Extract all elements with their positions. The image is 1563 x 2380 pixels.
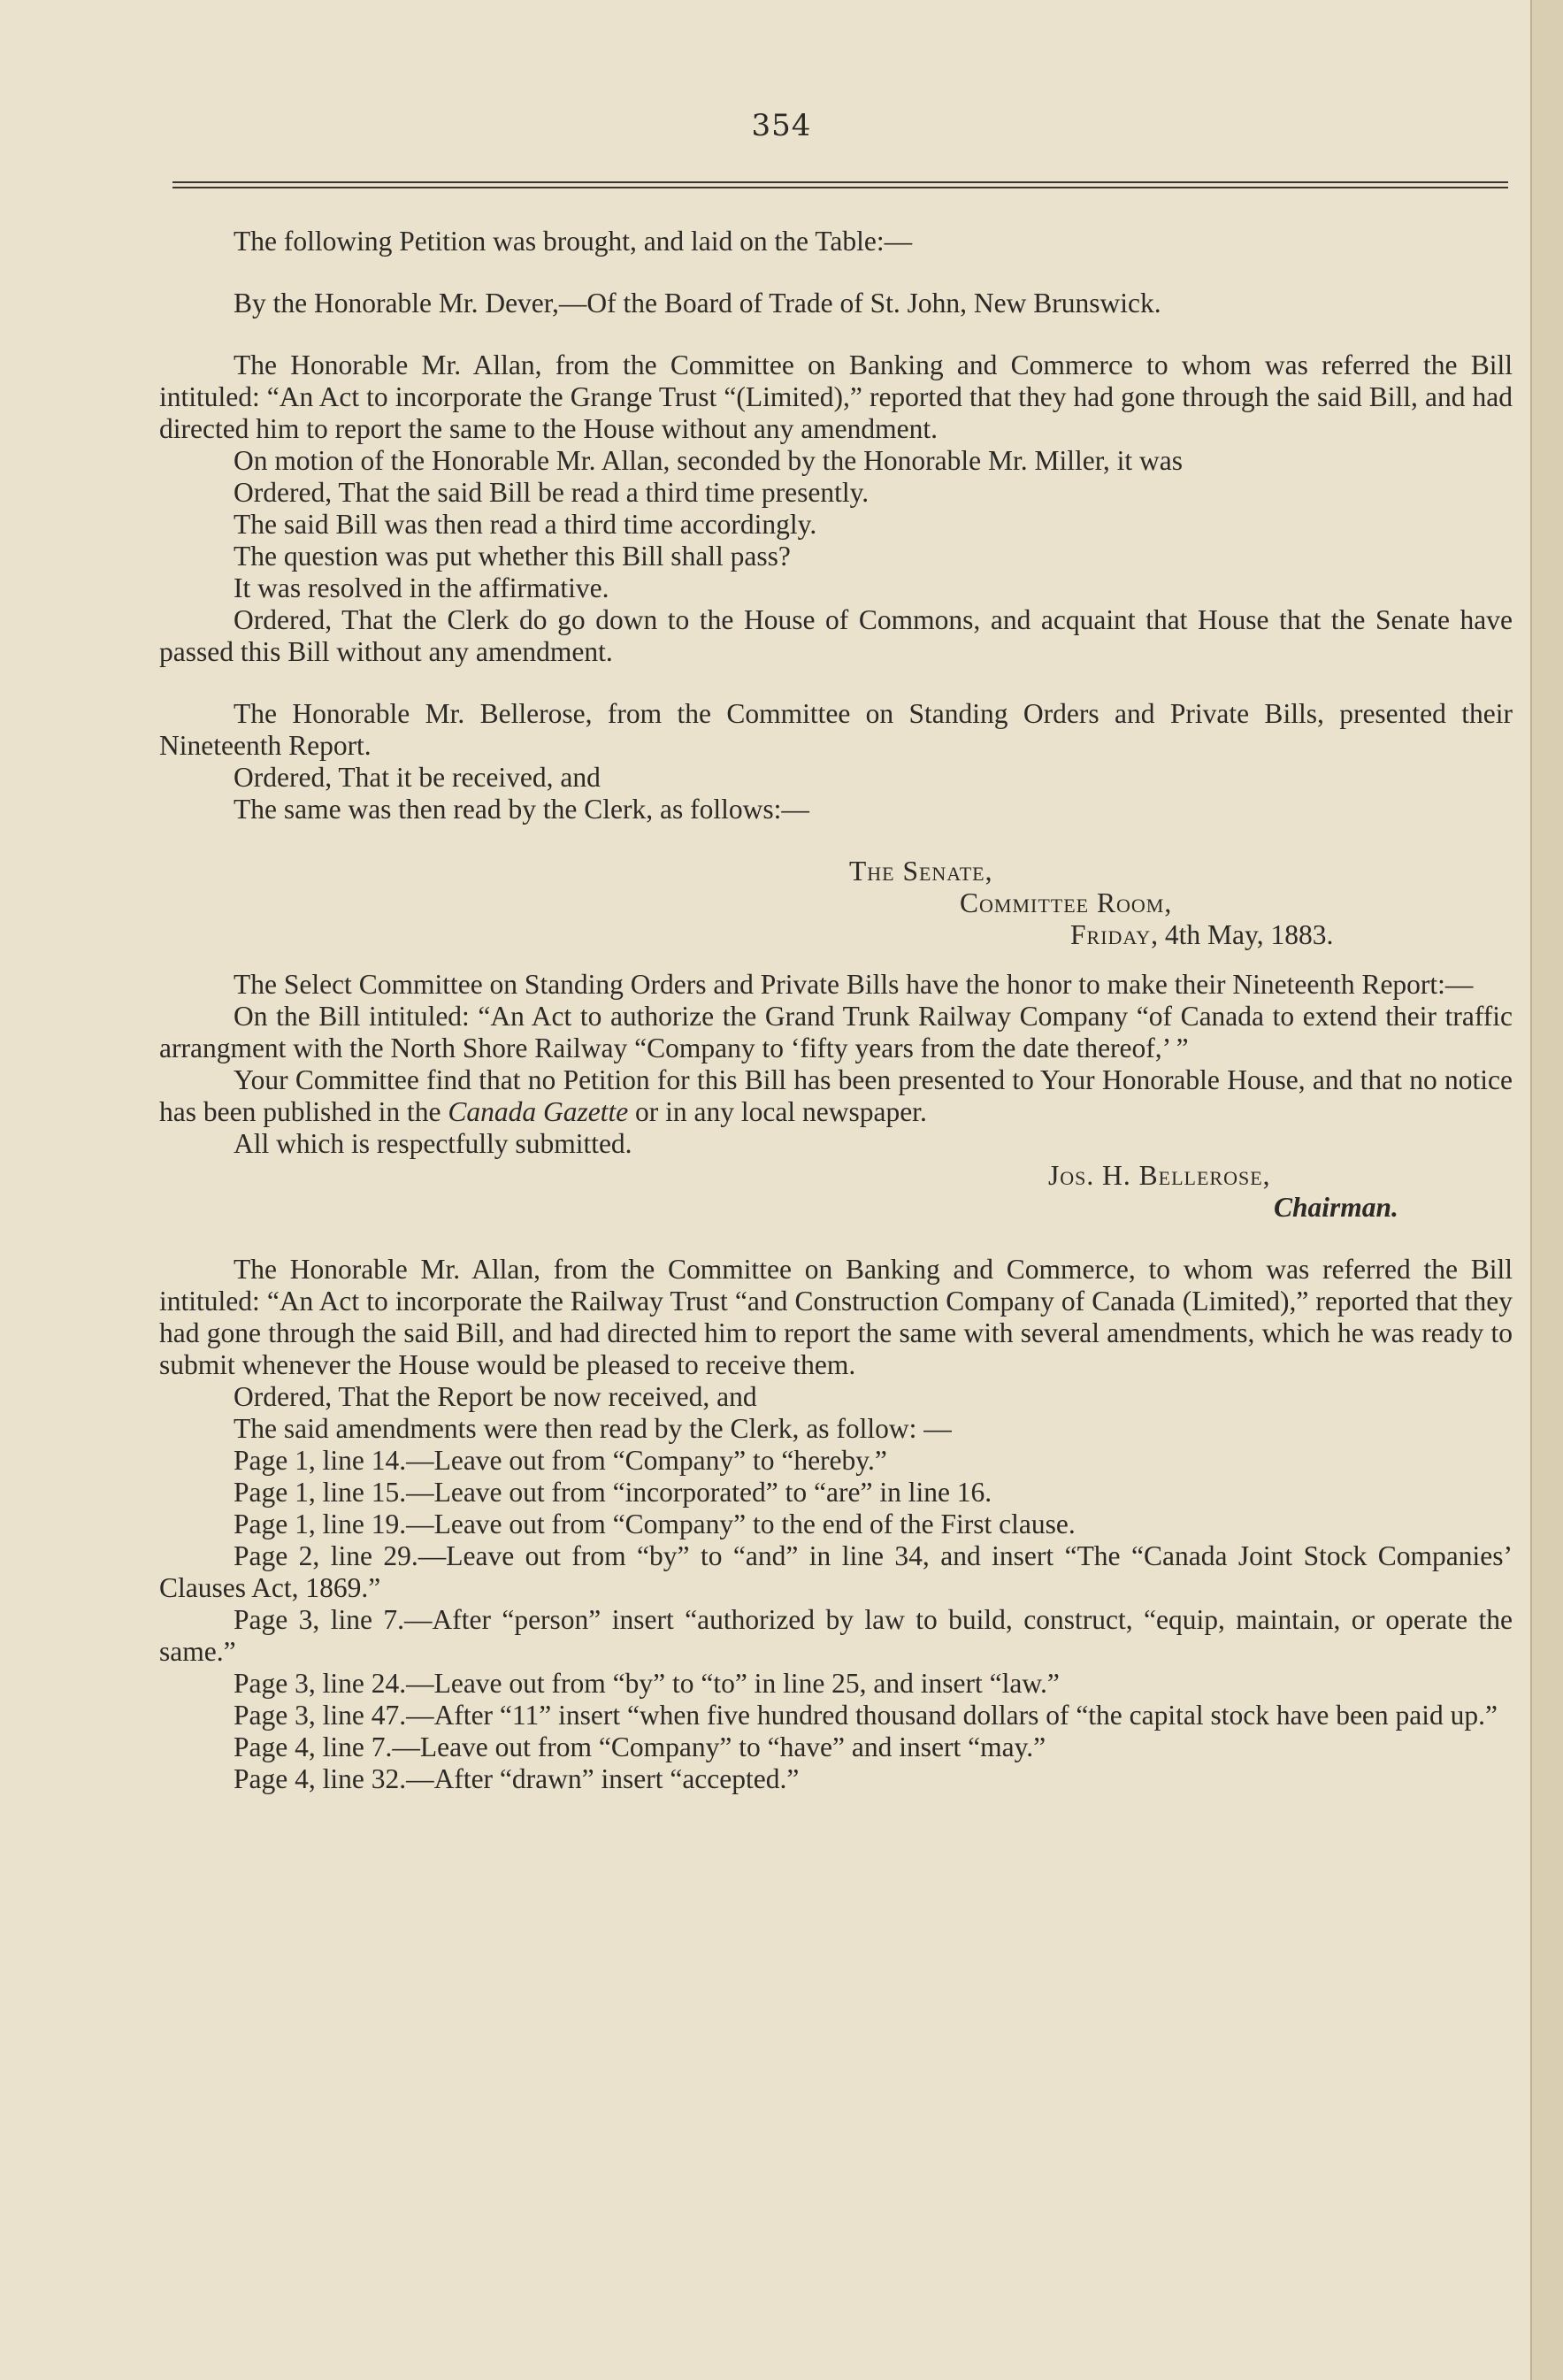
paragraph: On motion of the Honorable Mr. Allan, seconded by the Honorable Mr. Miller, it was	[234, 445, 1184, 476]
paragraph: Ordered, That it be received, and	[234, 762, 601, 793]
paragraph: The said Bill was then read a third time accordingly.	[234, 509, 817, 540]
signature-title: Chairman.	[1274, 1192, 1398, 1223]
paragraph: The said amendments were then read by the Clerk, as follow: —	[234, 1413, 952, 1444]
report-heading-senate: The Senate,	[849, 856, 993, 887]
report-day: Friday	[1070, 919, 1152, 950]
paragraph: On the Bill intituled: “An Act to authorize the Grand Trunk Railway Company “of Canada to extend their traffic arrangment with the North Shore Railway “Company to ‘fifty years from the date thereof,’ ”	[159, 1001, 1513, 1063]
header-rule-line	[172, 187, 1508, 188]
page-number: 354	[751, 108, 812, 143]
text-run: Your Committee find that no Petition for this Bill has been presented to Your Honorable House, and that no notice has been published in the	[159, 1064, 1513, 1127]
paragraph: All which is respectfully submitted.	[234, 1128, 632, 1159]
paragraph: The Honorable Mr. Bellerose, from the Committee on Standing Orders and Private Bills, presented their Nineteenth Report.	[159, 698, 1513, 761]
amendment-item: Page 1, line 15.—Leave out from “incorporated” to “are” in line 16.	[234, 1477, 992, 1508]
paragraph: Ordered, That the said Bill be read a third time presently.	[234, 477, 870, 508]
text-run: or in any local newspaper.	[628, 1096, 927, 1127]
amendment-item: Page 4, line 32.—After “drawn” insert “accepted.”	[234, 1763, 800, 1794]
amendment-item: Page 1, line 19.—Leave out from “Company” to the end of the First clause.	[234, 1509, 1076, 1539]
paragraph: The same was then read by the Clerk, as follows:—	[234, 794, 809, 825]
page-body	[159, 226, 1513, 1795]
paragraph: It was resolved in the affirmative.	[234, 572, 609, 603]
report-date: , 4th May, 1883.	[1151, 919, 1334, 950]
amendment-item: Page 3, line 24.—Leave out from “by” to “to” in line 25, and insert “law.”	[234, 1668, 1060, 1699]
report-heading-date	[159, 919, 1513, 951]
signature-name: Jos. H. Bellerose,	[1048, 1160, 1271, 1191]
report-heading-room: Committee Room,	[960, 887, 1173, 918]
paragraph	[159, 1064, 1513, 1128]
amendment-item: Page 1, line 14.—Leave out from “Company” to “hereby.”	[234, 1445, 887, 1476]
amendment-item: Page 3, line 7.—After “person” insert “authorized by law to build, construct, “equip, maintain, or operate the same.”	[159, 1604, 1513, 1667]
header-rule-line	[172, 181, 1508, 183]
amendment-item: Page 4, line 7.—Leave out from “Company” to “have” and insert “may.”	[234, 1731, 1046, 1762]
paragraph: By the Honorable Mr. Dever,—Of the Board of Trade of St. John, New Brunswick.	[234, 288, 1161, 319]
paragraph: The Select Committee on Standing Orders and Private Bills have the honor to make their Nineteenth Report:—	[234, 969, 1474, 1000]
amendment-item: Page 3, line 47.—After “11” insert “when five hundred thousand dollars of “the capital stock have been paid up.”	[234, 1700, 1498, 1731]
adjacent-page-edge	[1530, 0, 1563, 2380]
amendment-item: Page 2, line 29.—Leave out from “by” to “and” in line 34, and insert “The “Canada Joint Stock Companies’ Clauses Act, 1869.”	[159, 1540, 1513, 1603]
paragraph: Ordered, That the Clerk do go down to the House of Commons, and acquaint that House that the Senate have passed this Bill without any amendment.	[159, 604, 1513, 667]
publication-name: Canada Gazette	[448, 1096, 629, 1127]
paragraph: The following Petition was brought, and laid on the Table:—	[234, 226, 913, 257]
paragraph: Ordered, That the Report be now received, and	[234, 1381, 757, 1412]
paragraph: The Honorable Mr. Allan, from the Committee on Banking and Commerce, to whom was referred the Bill intituled: “An Act to incorporate the Railway Trust “and Construction Company of Canada (Limited),” reported that they had gone through the said Bill, and had directed him to report the same with several amendments, which he was ready to submit whenever the House would be pleased to receive them.	[159, 1254, 1513, 1380]
paragraph: The question was put whether this Bill shall pass?	[234, 541, 791, 572]
paragraph: The Honorable Mr. Allan, from the Committee on Banking and Commerce to whom was referred the Bill intituled: “An Act to incorporate the Grange Trust “(Limited),” reported that they had gone through the said Bill, and had directed him to report the same to the House without any amendment.	[159, 349, 1513, 444]
header-rule	[172, 181, 1508, 190]
